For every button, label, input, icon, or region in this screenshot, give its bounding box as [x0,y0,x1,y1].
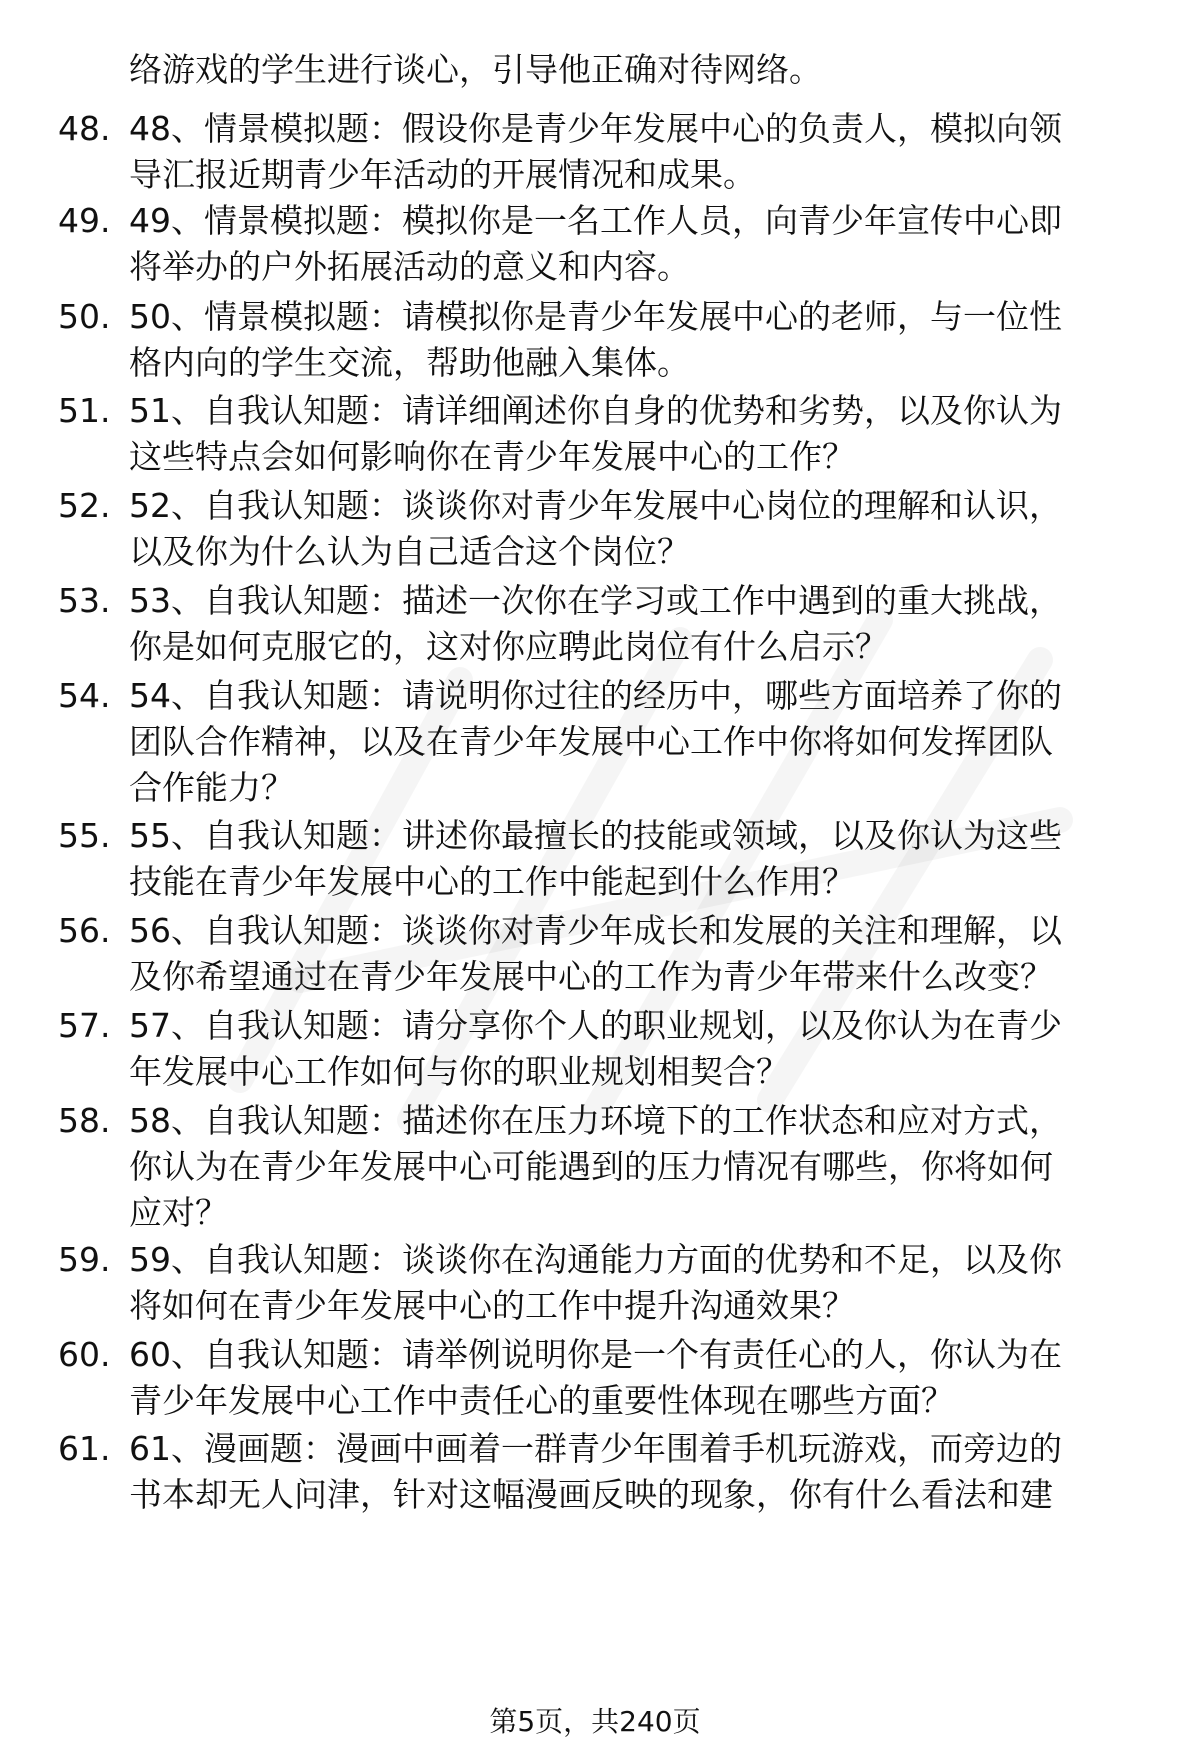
list-number: 51. [58,391,111,430]
question-text: 49、情景模拟题：模拟你是一名工作人员，向青少年宣传中心即 将举办的户外拓展活动的意义和内容。 [129,201,1062,286]
list-number: 52. [58,486,111,525]
list-number: 55. [58,816,111,855]
question-text: 53、自我认知题：描述一次你在学习或工作中遇到的重大挑战， 你是如何克服它的，这对你应聘此岗位有什么启示？ [129,581,1062,666]
question-text: 50、情景模拟题：请模拟你是青少年发展中心的老师，与一位性 格内向的学生交流，帮助他融入集体。 [129,297,1062,382]
question-text: 57、自我认知题：请分享你个人的职业规划，以及你认为在青少 年发展中心工作如何与你的职业规划相契合？ [129,1006,1062,1091]
question-text: 58、自我认知题：描述你在压力环境下的工作状态和应对方式， 你认为在青少年发展中心可能遇到的压力情况有哪些，你将如何 应对？ [129,1101,1062,1232]
page-footer: 第5页，共240页 [489,1705,701,1738]
list-number: 59. [58,1240,111,1279]
question-text: 55、自我认知题：讲述你最擅长的技能或领域，以及你认为这些 技能在青少年发展中心的工作中能起到什么作用？ [129,816,1062,901]
list-number: 58. [58,1101,111,1140]
question-text: 60、自我认知题：请举例说明你是一个有责任心的人，你认为在 青少年发展中心工作中责任心的重要性体现在哪些方面？ [129,1335,1062,1420]
question-text: 48、情景模拟题：假设你是青少年发展中心的负责人，模拟向领 导汇报近期青少年活动的开展情况和成果。 [129,109,1062,194]
list-number: 48. [58,109,111,148]
list-number: 57. [58,1006,111,1045]
question-text: 51、自我认知题：请详细阐述你自身的优势和劣势，以及你认为 这些特点会如何影响你在青少年发展中心的工作？ [129,391,1062,476]
list-number: 54. [58,676,111,715]
list-number: 53. [58,581,111,620]
list-number: 49. [58,201,111,240]
question-text: 54、自我认知题：请说明你过往的经历中，哪些方面培养了你的 团队合作精神，以及在青少年发展中心工作中你将如何发挥团队 合作能力？ [129,676,1062,807]
question-text: 59、自我认知题：谈谈你在沟通能力方面的优势和不足，以及你 将如何在青少年发展中心的工作中提升沟通效果？ [129,1240,1062,1325]
question-text: 56、自我认知题：谈谈你对青少年成长和发展的关注和理解，以 及你希望通过在青少年发展中心的工作为青少年带来什么改变？ [129,911,1062,996]
list-number: 61. [58,1429,111,1468]
continued-text: 络游戏的学生进行谈心，引导他正确对待网络。 [129,50,822,89]
question-text: 52、自我认知题：谈谈你对青少年发展中心岗位的理解和认识， 以及你为什么认为自己适合这个岗位？ [129,486,1062,571]
list-number: 50. [58,297,111,336]
list-number: 56. [58,911,111,950]
question-text: 61、漫画题：漫画中画着一群青少年围着手机玩游戏，而旁边的 书本却无人问津，针对这幅漫画反映的现象，你有什么看法和建 [129,1429,1062,1514]
list-number: 60. [58,1335,111,1374]
